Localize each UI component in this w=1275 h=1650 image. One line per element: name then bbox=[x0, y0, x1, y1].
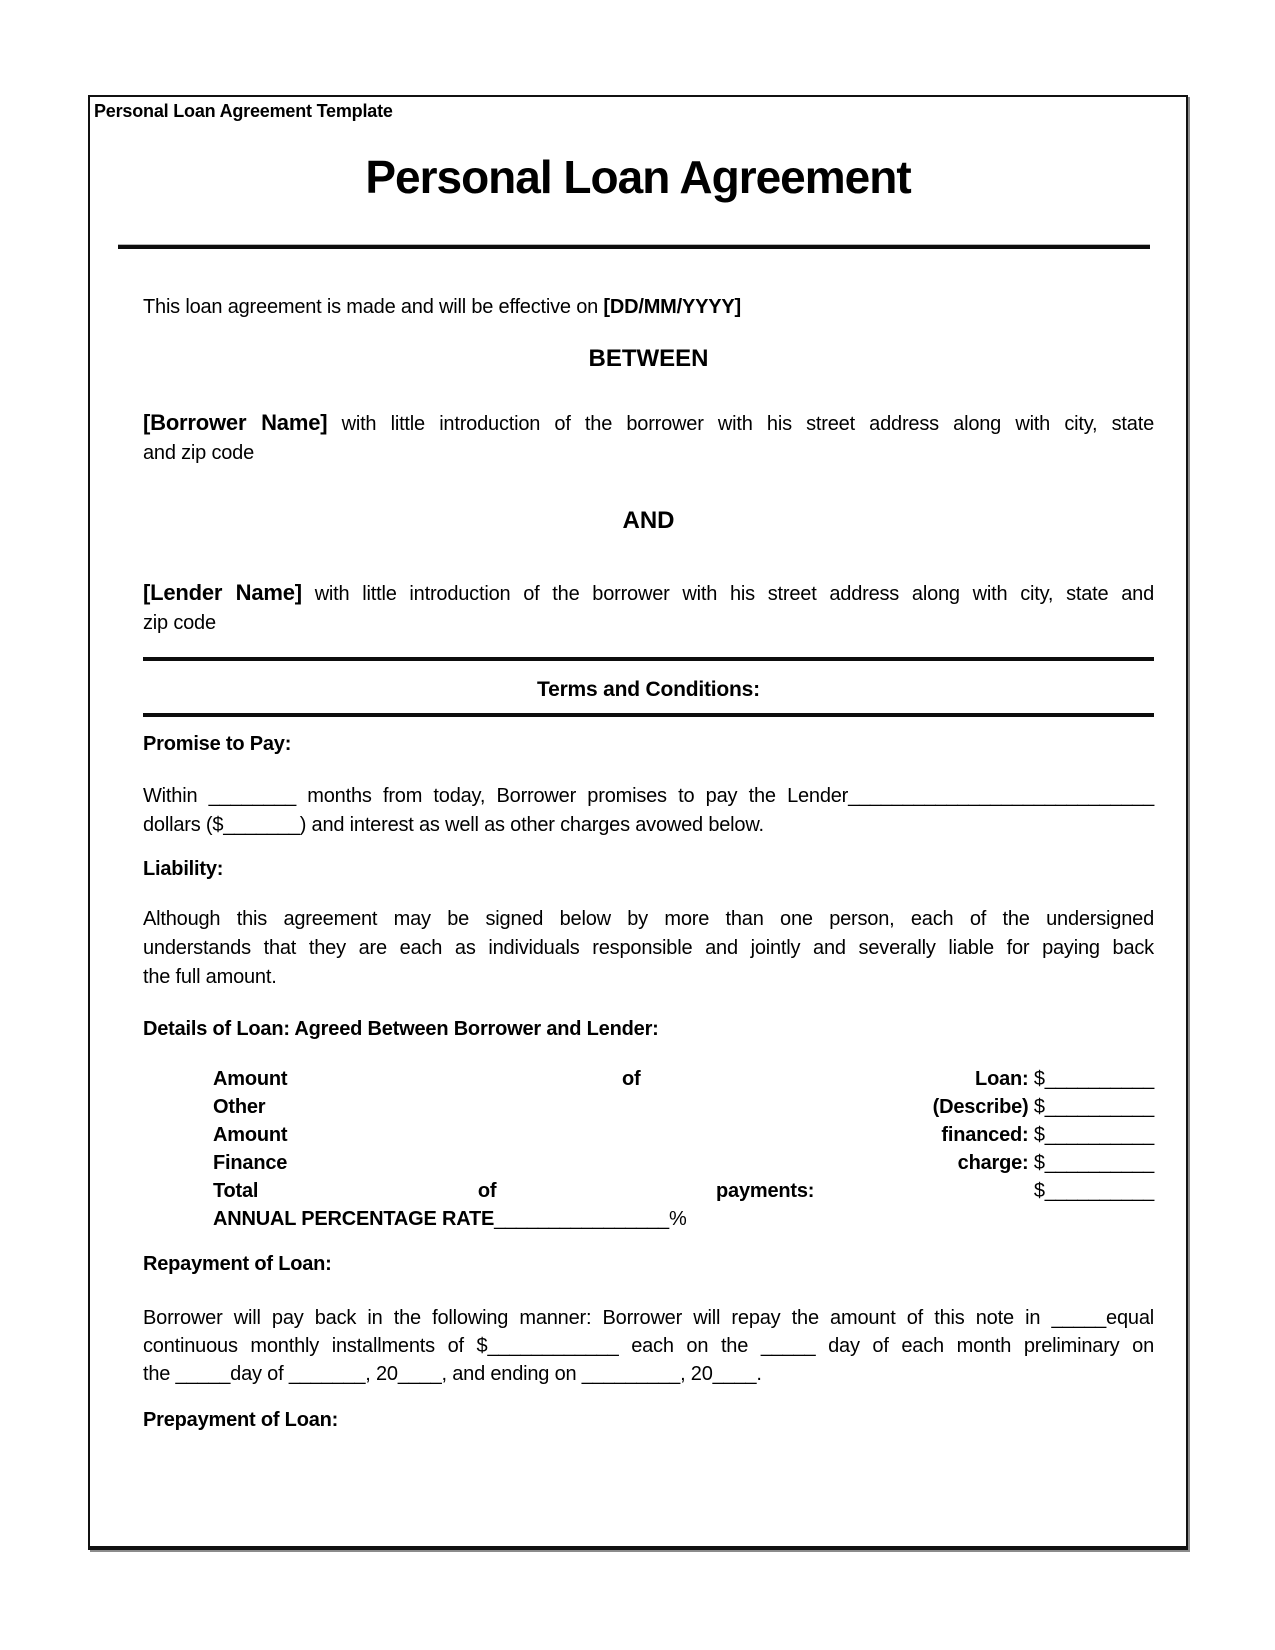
paragraph-line: the full amount. bbox=[143, 966, 277, 988]
effective-date-line bbox=[143, 293, 1154, 322]
header-label: Personal Loan Agreement Template bbox=[94, 101, 393, 121]
borrower-description-cont: and zip code bbox=[143, 442, 255, 464]
lender-paragraph bbox=[143, 578, 1154, 638]
loan-detail-cell: (Describe) $__________ bbox=[932, 1096, 1154, 1118]
paragraph-line: Within ________ months from today, Borrower promises to pay the Lender____________________________ bbox=[143, 785, 1154, 807]
paragraph-line: Borrower will pay back in the following manner: Borrower will repay the amount of this note in _____equal bbox=[143, 1307, 1154, 1329]
loan-detail-cell: of bbox=[477, 1180, 497, 1202]
repayment-paragraph bbox=[143, 1304, 1154, 1388]
paragraph-line: understands that they are each as individuals responsible and jointly and severally liable for paying back bbox=[143, 937, 1154, 959]
liability-heading: Liability: bbox=[143, 858, 224, 880]
loan-detail-row bbox=[213, 1093, 1154, 1121]
paragraph-line: Although this agreement may be signed below by more than one person, each of the undersigned bbox=[143, 908, 1154, 930]
terms-divider-top bbox=[143, 657, 1154, 661]
page-title: Personal Loan Agreement bbox=[365, 151, 911, 203]
lender-description: with little introduction of the borrower with his street address along with city, state and bbox=[314, 583, 1154, 605]
loan-detail-cell: charge: $__________ bbox=[957, 1152, 1154, 1174]
title-divider bbox=[118, 244, 1150, 249]
loan-detail-cell: financed: $__________ bbox=[941, 1124, 1154, 1146]
borrower-paragraph bbox=[143, 408, 1154, 468]
loan-details-block bbox=[213, 1065, 1154, 1233]
between-heading: BETWEEN bbox=[588, 345, 709, 372]
terms-and-conditions-heading: Terms and Conditions: bbox=[537, 678, 760, 701]
promise-to-pay-heading: Promise to Pay: bbox=[143, 733, 292, 755]
paragraph-line: continuous monthly installments of $____________ each on the _____ day of each month preliminary on bbox=[143, 1335, 1154, 1357]
paragraph-line: dollars ($_______) and interest as well as other charges avowed below. bbox=[143, 814, 764, 836]
lender-name-placeholder: [Lender Name] bbox=[143, 580, 302, 605]
effective-date-text: This loan agreement is made and will be effective on bbox=[143, 296, 599, 318]
prepayment-of-loan-heading: Prepayment of Loan: bbox=[143, 1409, 339, 1431]
loan-detail-cell: Amount bbox=[213, 1124, 288, 1146]
liability-paragraph bbox=[143, 905, 1154, 992]
loan-detail-cell: payments: bbox=[716, 1180, 815, 1202]
loan-detail-cell: $__________ bbox=[1033, 1180, 1154, 1202]
borrower-description: with little introduction of the borrower with his street address along with city, state bbox=[341, 413, 1154, 435]
and-heading: AND bbox=[622, 507, 675, 534]
paragraph-line: the _____day of _______, 20____, and ending on _________, 20____. bbox=[143, 1363, 762, 1385]
loan-detail-row bbox=[213, 1177, 1154, 1205]
details-of-loan-heading: Details of Loan: Agreed Between Borrower and Lender: bbox=[143, 1018, 659, 1040]
loan-detail-cell: Finance bbox=[213, 1152, 288, 1174]
document-body bbox=[90, 293, 1186, 1432]
repayment-of-loan-heading: Repayment of Loan: bbox=[143, 1253, 332, 1275]
loan-detail-cell: Total bbox=[213, 1180, 259, 1202]
loan-detail-row bbox=[213, 1065, 1154, 1093]
loan-detail-cell: Loan: $__________ bbox=[975, 1068, 1154, 1090]
loan-detail-cell: Amount bbox=[213, 1068, 288, 1090]
loan-detail-cell: Other bbox=[213, 1096, 266, 1118]
terms-divider-bottom bbox=[143, 713, 1154, 717]
loan-detail-row bbox=[213, 1121, 1154, 1149]
loan-detail-cell: of bbox=[621, 1068, 641, 1090]
loan-detail-row bbox=[213, 1149, 1154, 1177]
document-frame bbox=[88, 95, 1188, 1550]
promise-to-pay-paragraph bbox=[143, 782, 1154, 840]
loan-detail-cell: ANNUAL PERCENTAGE RATE________________% bbox=[213, 1208, 687, 1230]
date-placeholder: [DD/MM/YYYY] bbox=[603, 296, 742, 318]
lender-description-cont: zip code bbox=[143, 612, 216, 634]
borrower-name-placeholder: [Borrower Name] bbox=[143, 410, 328, 435]
loan-detail-row bbox=[213, 1205, 1154, 1233]
